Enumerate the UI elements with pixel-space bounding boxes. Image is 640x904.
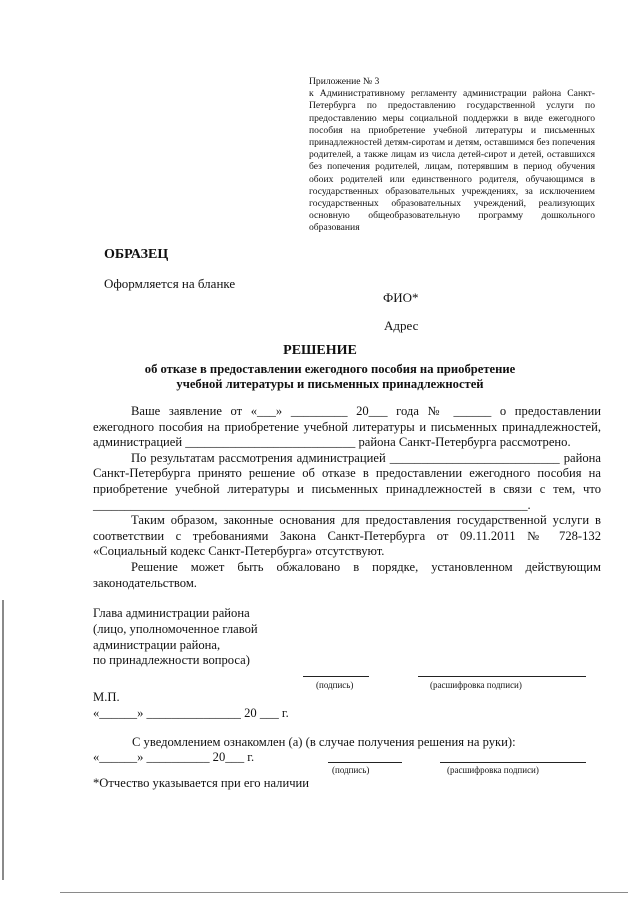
recipient-fio: ФИО* [383,290,419,305]
decision-title: РЕШЕНИЕ [283,343,357,358]
body-paragraph-refusal: По результатам рассмотрения администрацией ___________________________ района Санкт-Петербурга принято решение об отказе в предоставлении ежегодного пособия на приобретение учебной литературы и письменных принадлежностей в связи с тем, что _____________________________________________________________________. [93,450,601,512]
decision-subtitle-line2: учебной литературы и письменных принадлежностей [176,377,484,391]
head-line-3: администрации района, [93,637,221,652]
notification-decode-line [440,762,586,763]
head-line-1: Глава администрации района [93,606,250,620]
head-decode-caption: (расшифровка подписи) [430,680,522,690]
head-line-4: по принадлежности вопроса) [93,653,250,668]
body-paragraph-appeal: Решение может быть обжаловано в порядке, установленном действующим законодательством. [93,559,601,590]
head-signature-line [303,676,369,677]
head-decode-line [418,676,586,677]
stamp-place: М.П. [93,690,120,704]
sample-label: ОБРАЗЕЦ [104,247,169,262]
blank-note: Оформляется на бланке [104,276,236,291]
recipient-address: Адрес [384,318,419,333]
notification-date-line: «______» __________ 20___ г. [93,750,255,764]
head-of-administration-block [93,606,258,669]
notification-text: С уведомлением ознакомлен (а) (в случае получения решения на руки): [132,735,516,749]
decision-subtitle [120,362,540,392]
footnote: *Отчество указывается при его наличии [93,776,310,790]
appendix-title: Приложение № 3 [309,76,380,87]
notification-signature-caption: (подпись) [332,765,370,775]
body-paragraph-grounds: Таким образом, законные основания для предоставления государственной услуги в соответствии с требованиями Закона Санкт-Петербурга от 09.11.2011 № 728-132 «Социальный кодекс Санкт-Петербурга» отсутствуют. [93,513,601,559]
body-paragraph-application: Ваше заявление от «___» _________ 20___ года № ______ о предоставлении ежегодного пособия на приобретение учебной литературы и письменных принадлежностей, администрацией ___________________________ района Санкт-Петербурга рассмотрено. [93,404,601,450]
head-date-line: «______» _______________ 20 ___ г. [93,706,289,720]
notification-decode-caption: (расшифровка подписи) [447,765,539,775]
scan-edge-bottom [60,892,628,893]
decision-body [93,404,601,591]
head-line-2: (лицо, уполномоченное главой [93,621,258,636]
head-signature-caption: (подпись) [316,680,354,690]
notification-signature-line [328,762,402,763]
appendix-block [309,76,595,235]
scan-edge-left [2,600,4,880]
decision-subtitle-line1: об отказе в предоставлении ежегодного пособия на приобретение [144,362,516,376]
appendix-text: к Административному регламенту администрации района Санкт-Петербурга по предоставлению государственной услуги по предоставлению меры социальной поддержки в виде ежегодного пособия на приобретение учебной литературы и письменных принадлежностей детям-сиротам и детям, оставшимся без попечения родителей, а также лицам из числа детей-сирот и детей, оставшихся без попечения родителей, лицам, потерявшим в период обучения обоих родителей или единственного родителя, обучающимся в государственных образовательных учреждениях, за исключением государственных образовательных учреждений, реализующих основную общеобразовательную программу дошкольного образования [309,88,595,234]
